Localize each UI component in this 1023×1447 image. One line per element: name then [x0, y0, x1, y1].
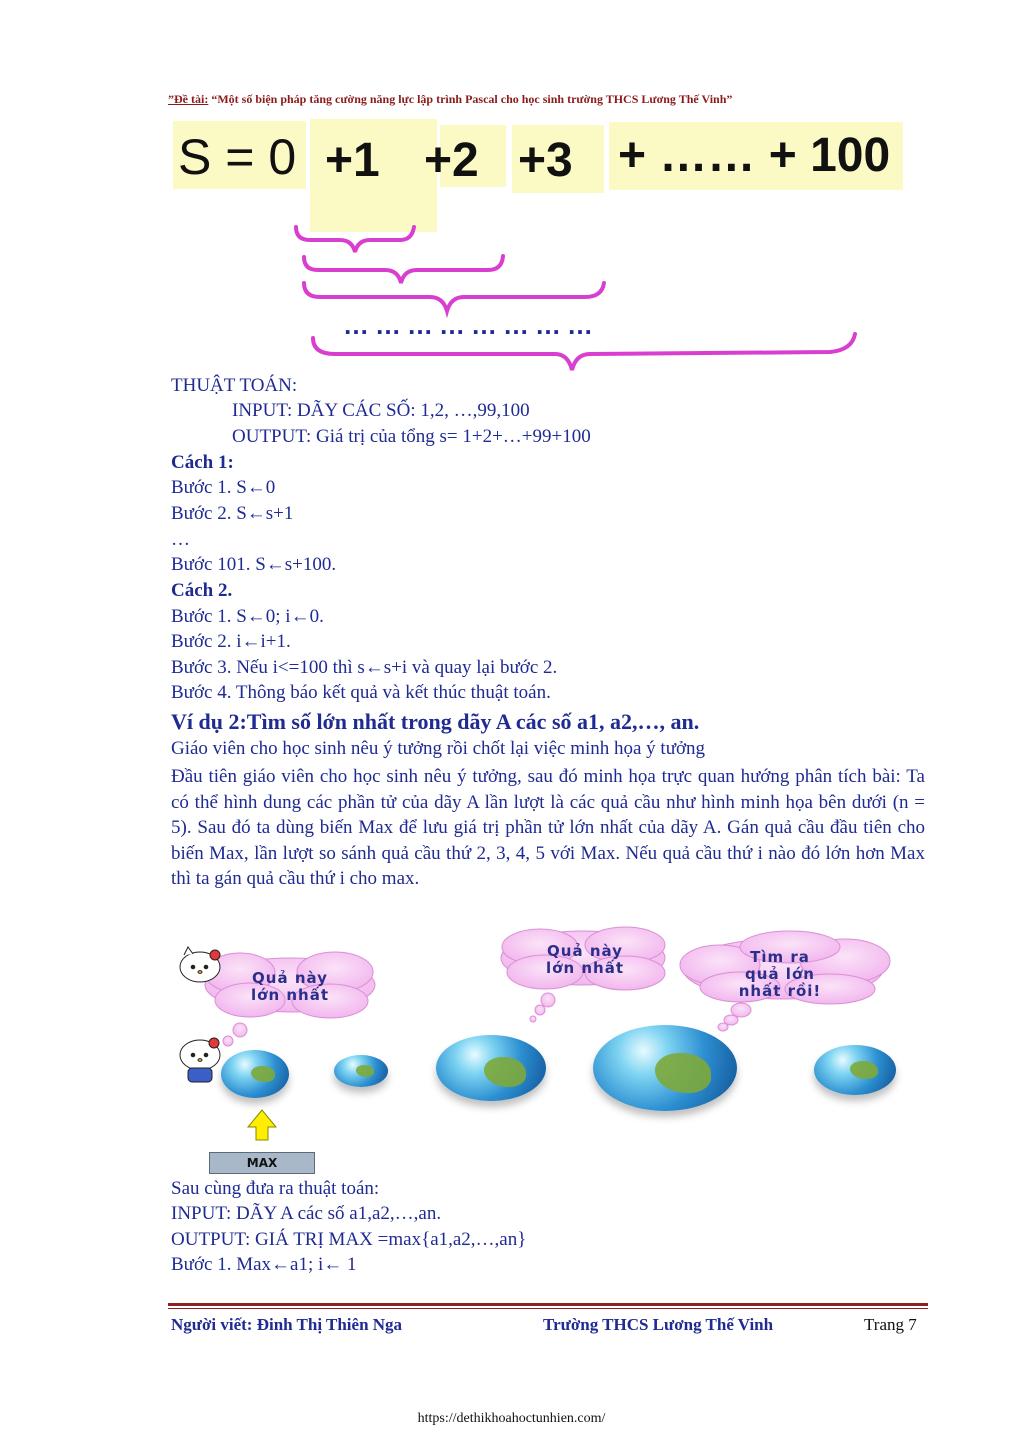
method-2-step: Bước 2. i←i+1. [171, 631, 291, 652]
method-1-step: Bước 1. S←0 [171, 477, 276, 498]
footer-url[interactable]: https://dethikhoahoctunhien.com/ [417, 1411, 606, 1426]
brace-1 [296, 227, 414, 252]
formula-plus-1: +1 [325, 134, 380, 187]
algorithm-output: OUTPUT: Giá trị của tổng s= 1+2+…+99+100 [232, 426, 591, 447]
globe-3 [436, 1035, 546, 1101]
header-prefix: ”Đề tài: [168, 92, 209, 106]
footer-rule [168, 1303, 928, 1306]
footer-page-number: Trang 7 [864, 1315, 917, 1334]
formula-tail: + …… + 100 [618, 129, 891, 182]
globe-1 [221, 1050, 289, 1098]
algorithm-heading: THUẬT TOÁN: [171, 375, 298, 396]
brace-ellipsis: …………………… [343, 310, 599, 340]
method-2-step: Bước 1. S←0; i←0. [171, 606, 324, 627]
example-2-title: Ví dụ 2:Tìm số lớn nhất trong dãy A các số a1, a2,…, an. [171, 709, 700, 734]
footer-rule [168, 1308, 928, 1309]
max-label-box: MAX [209, 1152, 315, 1174]
final-line: OUTPUT: GIÁ TRỊ MAX =max{a1,a2,…,an} [171, 1229, 527, 1250]
brace-3 [304, 283, 604, 311]
example-2-paragraph [171, 764, 925, 892]
method-2-step: Bước 4. Thông báo kết quả và kết thúc thuật toán. [171, 682, 551, 703]
method-2-heading: Cách 2. [171, 580, 233, 601]
final-line: INPUT: DÃY A các số a1,a2,…,an. [171, 1203, 442, 1224]
globe-5 [814, 1045, 896, 1095]
arrow-up-icon [248, 1110, 276, 1140]
formula-plus-2: +2 [424, 134, 479, 187]
footer-school: Trường THCS Lương Thế Vinh [543, 1315, 774, 1334]
example-2-intro: Giáo viên cho học sinh nêu ý tưởng rồi chốt lại việc minh họa ý tưởng [171, 738, 706, 759]
formula-plus-3: +3 [518, 134, 573, 187]
method-1-step: Bước 101. S←s+100. [171, 554, 337, 575]
final-line: Bước 1. Max←a1; i← 1 [171, 1254, 357, 1275]
method-1-step: … [171, 529, 190, 550]
brace-2 [304, 256, 503, 283]
method-1-heading: Cách 1: [171, 452, 234, 473]
kitty-character-2 [180, 1038, 220, 1082]
formula-s-eq-0: S = 0 [178, 129, 297, 185]
globe-4 [593, 1025, 737, 1111]
example-2-paragraph-text: Đầu tiên giáo viên cho học sinh nêu ý tưởng, sau đó minh họa trực quan hướng phân tích bài: Ta có thể hình dung các phần tử của dãy A lần lượt là các quả cầu như hình minh họa bên dưới (n = 5). Sau đó ta dùng biến Max để lưu giá trị phần tử lớn nhất của dãy A. Gán quả cầu đầu tiên cho biến Max, lần lượt so sánh quả cầu thứ 2, 3, 4, 5 với Max. Nếu quả cầu thứ i nào đó lớn hơn Max thì ta gán quả cầu thứ i cho max. [171, 766, 925, 890]
method-2-step: Bước 3. Nếu i<=100 thì s←s+i và quay lại bước 2. [171, 657, 558, 678]
globe-2 [334, 1055, 388, 1087]
bubble-2-text: Quả này lớn nhất [546, 942, 624, 977]
bubble-3-text: Tìm ra quả lớn nhất rồi! [738, 948, 822, 1000]
method-1-step: Bước 2. S←s+1 [171, 503, 294, 524]
bubble-1-text: Quả này lớn nhất [251, 969, 329, 1004]
final-line: Sau cùng đưa ra thuật toán: [171, 1178, 380, 1199]
header-title: “Một số biện pháp tăng cường năng lực lập trình Pascal cho học sinh trường THCS Lương Thế Vinh” [211, 92, 733, 106]
footer-author: Người viết: Đinh Thị Thiên Nga [171, 1315, 403, 1334]
algorithm-input: INPUT: DÃY CÁC SỐ: 1,2, …,99,100 [232, 400, 530, 421]
